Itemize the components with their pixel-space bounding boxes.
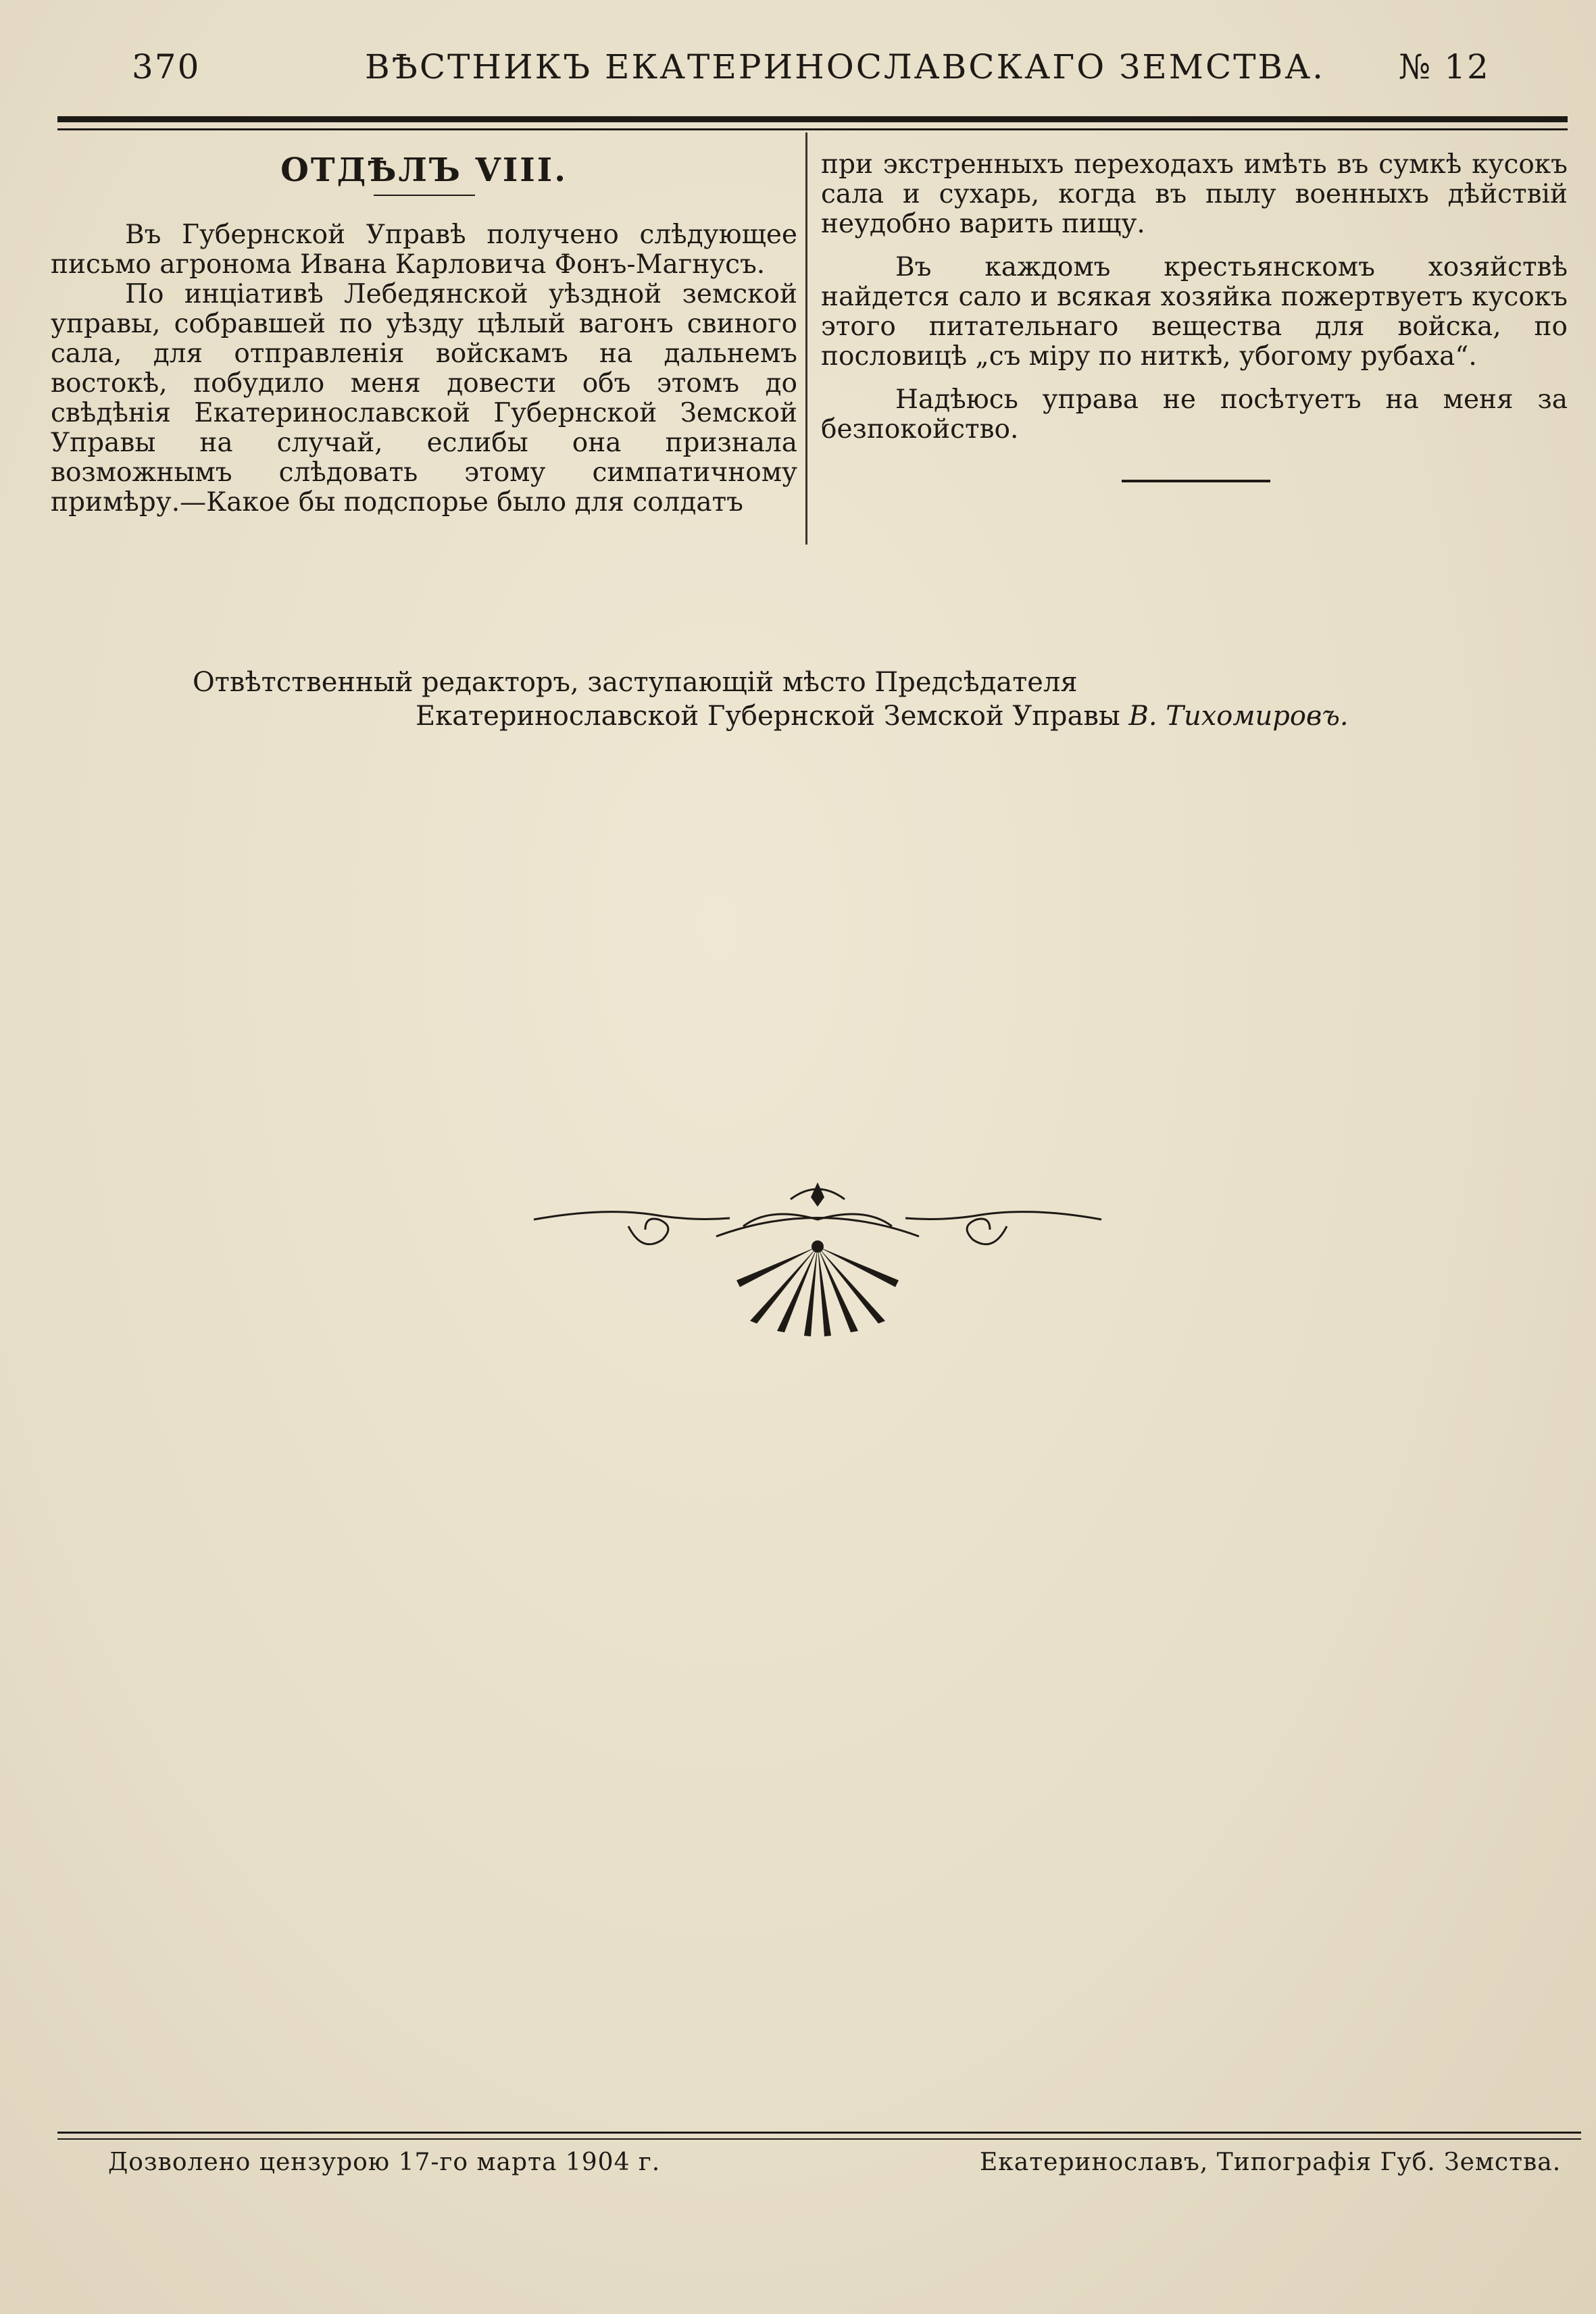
footer-rule-thick (57, 2132, 1581, 2134)
ornament-vignette (527, 1179, 1108, 1341)
end-rule (1122, 480, 1270, 482)
printer-note: Екатеринославъ, Типографія Губ. Земства. (980, 2148, 1562, 2176)
journal-title: ВѢСТНИКЪ ЕКАТЕРИНОСЛАВСКАГО ЗЕМСТВА. (365, 47, 1326, 86)
signature-line-2 (416, 699, 1349, 733)
page-number: 370 (132, 47, 201, 86)
header-rule-thick (57, 116, 1568, 122)
censor-note: Дозволено цензурою 17-го марта 1904 г. (108, 2148, 661, 2176)
column-divider (805, 132, 807, 545)
letter-body-start: По инціативѣ Лебедянской уѣздной земской управы, собравшей по уѣзду цѣлый вагонъ свиного сала, для отправленія войскамъ на дальнемъ востокѣ, побудило меня довести объ этомъ до свѣдѣнія Екатеринославской Губернской Земской Управы на случай, еслибы она признала возможнымъ слѣдовать этому симпатичному примѣру.—Какое бы подспорье было для солдатъ (51, 279, 797, 518)
signature-name: В. Тихомировъ. (1128, 701, 1349, 732)
letter-intro: Въ Губернской Управѣ получено слѣдующее письмо агронома Ивана Карловича Фонъ-Магнусъ. (51, 220, 797, 280)
letter-proverb-paragraph: Въ каждомъ крестьянскомъ хозяйствѣ найдется сало и всякая хозяйка пожертвуетъ кусокъ этого питательнаго вещества для войска, по пословицѣ „съ міру по ниткѣ, убогому рубаха“. (821, 252, 1568, 372)
letter-body-continued: при экстренныхъ переходахъ имѣть въ сумкѣ кусокъ сала и сухарь, когда въ пылу военныхъ дѣйствій неудобно варить пищу. (821, 149, 1568, 239)
issue-number: № 12 (1399, 47, 1490, 86)
signature-line-1: Отвѣтственный редакторъ, заступающій мѣсто Предсѣдателя (193, 667, 1078, 698)
footer-rule-thin (57, 2138, 1581, 2140)
signature-board: Екатеринославской Губернской Земской Управы (416, 701, 1120, 732)
title-rule (374, 195, 475, 196)
letter-closing: Надѣюсь управа не посѣтуетъ на меня за безпокойство. (821, 384, 1568, 445)
header-rule-thin (57, 128, 1568, 130)
section-title: ОТДѢЛЪ VIII. (280, 151, 568, 189)
right-column (821, 150, 1568, 482)
left-column (51, 149, 797, 518)
